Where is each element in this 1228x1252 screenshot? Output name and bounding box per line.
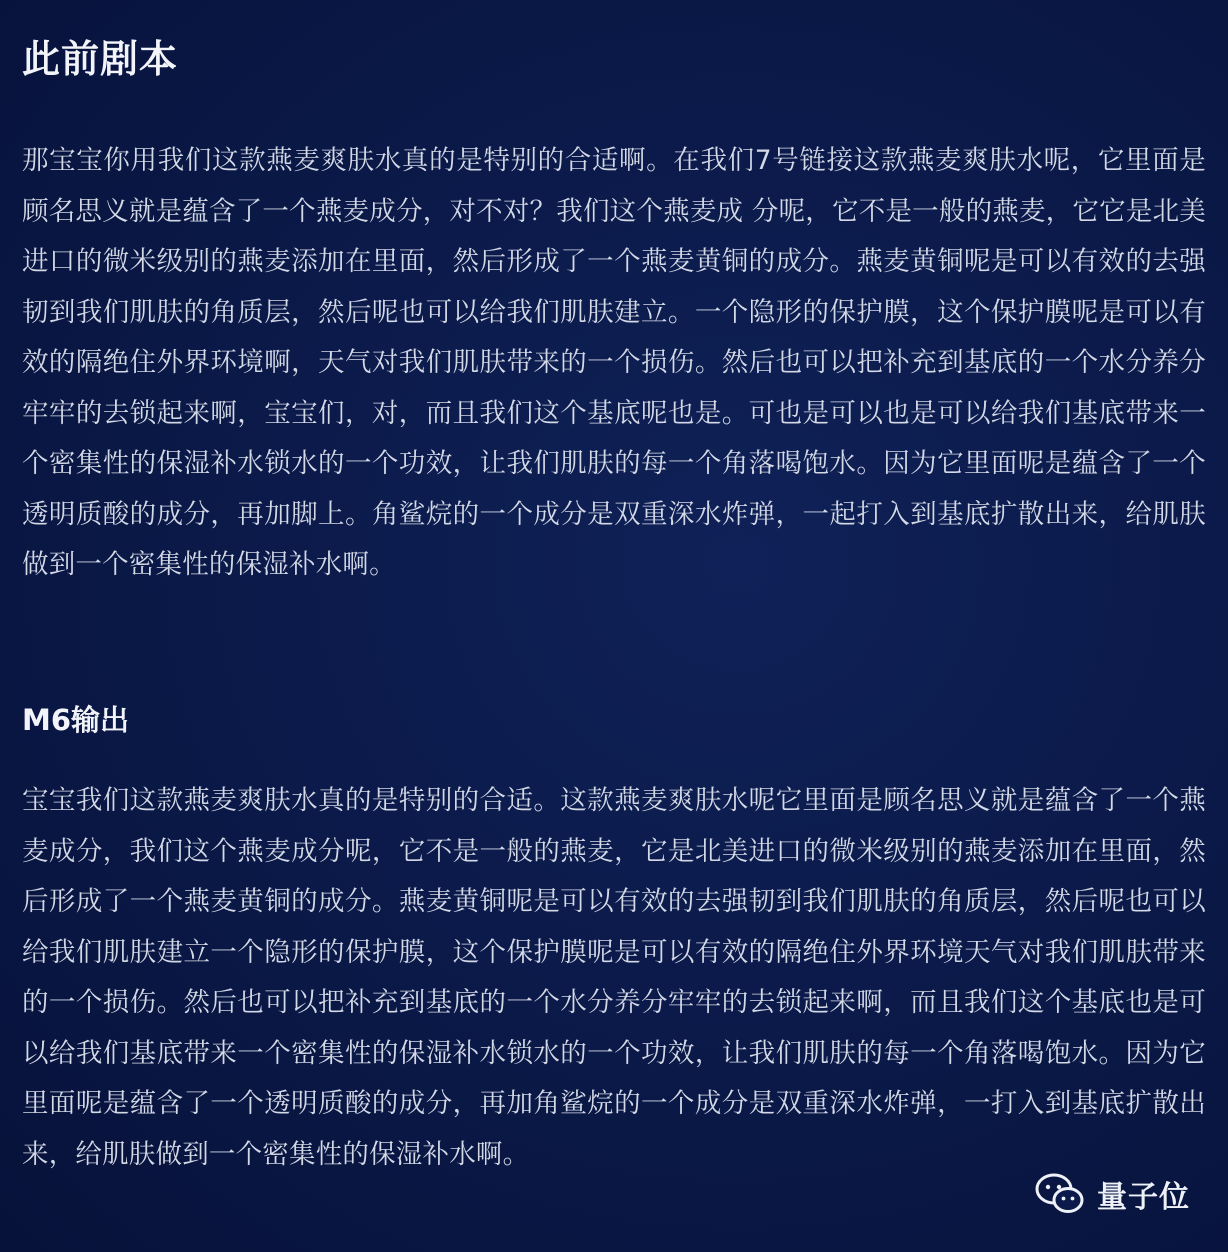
m6-output-text: 宝宝我们这款燕麦爽肤水真的是特别的合适。这款燕麦爽肤水呢它里面是顾名思义就是蕴含了一个燕麦成分，我们这个燕麦成分呢，它不是一般的燕麦，它是北美进口的微米级别的燕麦添加在里面，然后形成了一个燕麦黄铜的成分。燕麦黄铜呢是可以有效的去强韧到我们肌肤的角质层，然后呢也可以给我们肌肤建立一个隐形的保护膜，这个保护膜呢是可以有效的隔绝住外界环境天气对我们肌肤带来的一个损伤。然后也可以把补充到基底的一个水分养分牢牢的去锁起来啊，而且我们这个基底也是可以给我们基底带来一个密集性的保湿补水锁水的一个功效，让我们肌肤的每一个角落喝饱水。因为它里面呢是蕴含了一个透明质酸的成分，再加角鲨烷的一个成分是双重深水炸弹，一打入到基底扩散出来，给肌肤做到一个密集性的保湿补水啊。 xyxy=(22,785,1206,1170)
section-title-previous-script: 此前剧本 xyxy=(22,37,179,81)
watermark-text: 量子位 xyxy=(1097,1180,1190,1215)
watermark xyxy=(1035,1172,1190,1216)
wechat-icon xyxy=(1035,1172,1085,1216)
section-title-m6-output: M6输出 xyxy=(22,703,130,737)
previous-script-text: 那宝宝你用我们这款燕麦爽肤水真的是特别的合适啊。在我们7号链接这款燕麦爽肤水呢，它里面是顾名思义就是蕴含了一个燕麦成分，对不对？我们这个燕麦成 分呢，它不是一般的燕麦，它它是北美进口的微米级别的燕麦添加在里面，然后形成了一个燕麦黄铜的成分。燕麦黄铜呢是可以有效的去强韧到我们肌肤的角质层，然后呢也可以给我们肌肤建立。一个隐形的保护膜，这个保护膜呢是可以有效的隔绝住外界环境啊，天气对我们肌肤带来的一个损伤。然后也可以把补充到基底的一个水分养分牢牢的去锁起来啊，宝宝们，对，而且我们这个基底呢也是。可也是可以也是可以给我们基底带来一个密集性的保湿补水锁水的一个功效，让我们肌肤的每一个角落喝饱水。因为它里面呢是蕴含了一个透明质酸的成分，再加脚上。角鲨烷的一个成分是双重深水炸弹，一起打入到基底扩散出来，给肌肤做到一个密集性的保湿补水啊。 xyxy=(22,145,1206,580)
